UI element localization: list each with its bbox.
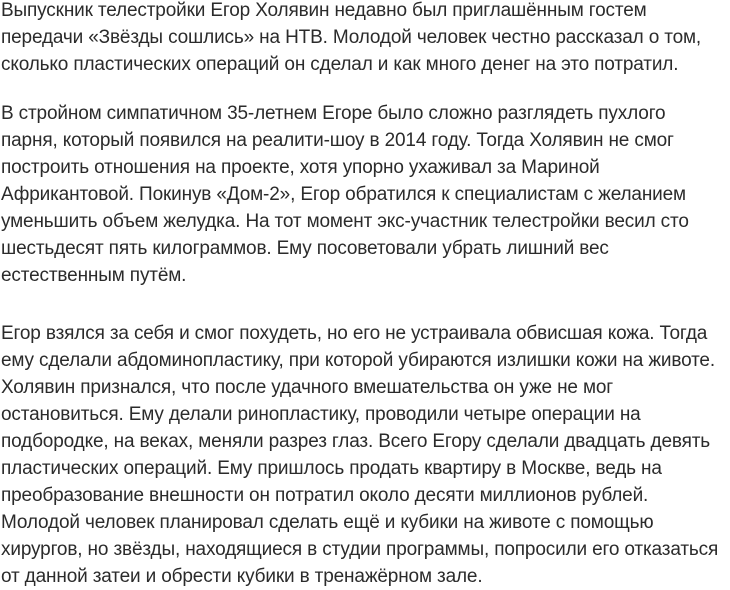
text-line: Выпускник телестройки Егор Холявин недавно был приглашённым гостем [1,0,647,21]
text-line: преобразование внешности он потратил около десяти миллионов рублей. [1,485,649,506]
text-line: ему сделали абдоминопластику, при которой убираются излишки кожи на животе. [1,350,715,371]
paragraph-3 [1,320,718,590]
paragraph-1 [1,0,701,78]
text-line: уменьшить объем желудка. На тот момент экс-участник телестройки весил сто [1,211,689,232]
text-line: построить отношения на проекте, хотя упорно ухаживал за Мариной [1,157,600,178]
text-line: В стройном симпатичном 35-летнем Егоре было сложно разглядеть пухлого [1,103,666,124]
text-line: Холявин признался, что после удачного вмешательства он уже не мог [1,377,614,398]
text-line: от данной затеи и обрести кубики в тренажёрном зале. [1,566,483,587]
text-line: парня, который появился на реалити-шоу в 2014 году. Тогда Холявин не смог [1,130,674,151]
text-line: сколько пластических операций он сделал и как много денег на это потратил. [1,54,679,75]
text-line: передачи «Звёзды сошлись» на НТВ. Молодой человек честно рассказал о том, [1,27,702,48]
text-line: хирургов, но звёзды, находящиеся в студии программы, попросили его отказаться [1,539,719,560]
paragraph-2 [1,100,689,289]
text-line: Егор взялся за себя и смог похудеть, но его не устраивала обвисшая кожа. Тогда [1,323,708,344]
text-line: остановиться. Ему делали ринопластику, проводили четыре операции на [1,404,641,425]
text-line: Африкантовой. Покинув «Дом-2», Егор обратился к специалистам с желанием [1,184,686,205]
text-line: Молодой человек планировал сделать ещё и кубики на животе с помощью [1,512,654,533]
text-line: естественным путём. [1,265,187,286]
text-line: подбородке, на веках, меняли разрез глаз. Всего Егору сделали двадцать девять [1,431,711,452]
text-line: пластических операций. Ему пришлось продать квартиру в Москве, ведь на [1,458,662,479]
text-line: шестьдесят пять килограммов. Ему посоветовали убрать лишний вес [1,238,609,259]
